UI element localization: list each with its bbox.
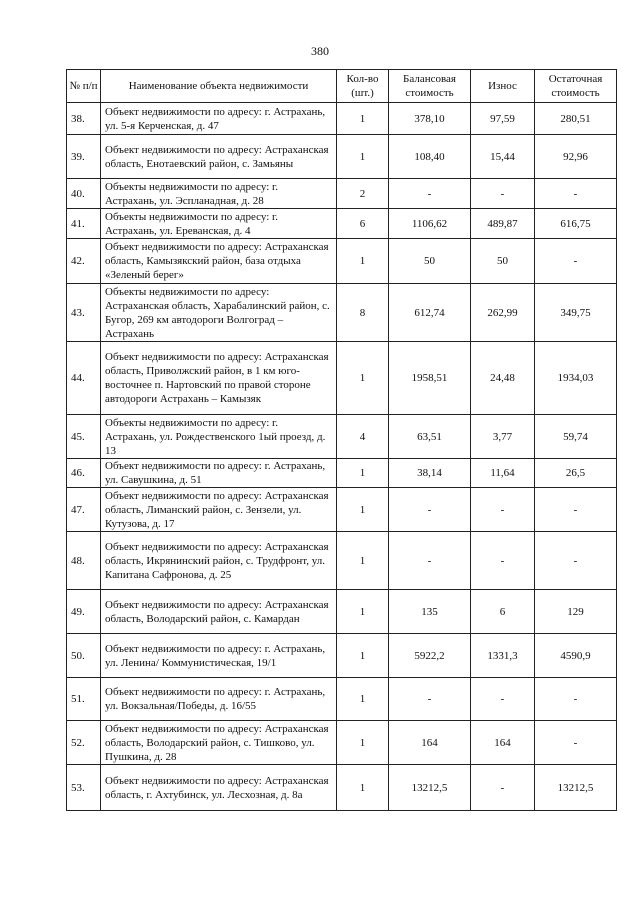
row-number: 40. [67, 179, 101, 209]
object-name: Объект недвижимости по адресу: Астраханская область, Лиманский район, с. Зензели, ул. Кутузова, д. 17 [101, 488, 337, 532]
header-balance: Балансовая стоимость [389, 70, 471, 103]
table-row [67, 634, 617, 678]
table-row [67, 209, 617, 239]
residual-value: 280,51 [535, 103, 617, 135]
balance-value: - [389, 678, 471, 721]
residual-value: 4590,9 [535, 634, 617, 678]
wear-value: 3,77 [471, 415, 535, 459]
object-name: Объекты недвижимости по адресу: г. Астрахань, ул. Эспланадная, д. 28 [101, 179, 337, 209]
object-name: Объекты недвижимости по адресу: Астраханская область, Харабалинский район, с. Бугор, 269 км автодороги Волгоград – Астрахань [101, 284, 337, 342]
balance-value: - [389, 488, 471, 532]
table-row [67, 179, 617, 209]
table-row [67, 678, 617, 721]
wear-value: 262,99 [471, 284, 535, 342]
balance-value: 135 [389, 590, 471, 634]
row-number: 39. [67, 135, 101, 179]
residual-value: 616,75 [535, 209, 617, 239]
residual-value: - [535, 532, 617, 590]
quantity: 4 [337, 415, 389, 459]
residual-value: 1934,03 [535, 342, 617, 415]
quantity: 1 [337, 590, 389, 634]
row-number: 51. [67, 678, 101, 721]
balance-value: 108,40 [389, 135, 471, 179]
quantity: 1 [337, 634, 389, 678]
row-number: 43. [67, 284, 101, 342]
row-number: 53. [67, 765, 101, 811]
wear-value: 15,44 [471, 135, 535, 179]
balance-value: 1958,51 [389, 342, 471, 415]
balance-value: 1106,62 [389, 209, 471, 239]
object-name: Объект недвижимости по адресу: г. Астрахань, ул. Савушкина, д. 51 [101, 459, 337, 488]
object-name: Объекты недвижимости по адресу: г. Астрахань, ул. Ереванская, д. 4 [101, 209, 337, 239]
balance-value: 612,74 [389, 284, 471, 342]
row-number: 50. [67, 634, 101, 678]
header-residual: Остаточная стоимость [535, 70, 617, 103]
object-name: Объект недвижимости по адресу: г. Астрахань, ул. Ленина/ Коммунистическая, 19/1 [101, 634, 337, 678]
table-row [67, 135, 617, 179]
row-number: 45. [67, 415, 101, 459]
table-row [67, 488, 617, 532]
wear-value: 24,48 [471, 342, 535, 415]
wear-value: 97,59 [471, 103, 535, 135]
table-row [67, 415, 617, 459]
object-name: Объект недвижимости по адресу: Астраханская область, Володарский район, с. Тишково, ул. Пушкина, д. 28 [101, 721, 337, 765]
header-name: Наименование объекта недвижимости [101, 70, 337, 103]
table-row [67, 459, 617, 488]
table-row [67, 532, 617, 590]
row-number: 46. [67, 459, 101, 488]
quantity: 1 [337, 678, 389, 721]
balance-value: 63,51 [389, 415, 471, 459]
balance-value: 378,10 [389, 103, 471, 135]
quantity: 1 [337, 459, 389, 488]
quantity: 1 [337, 721, 389, 765]
header-qty: Кол-во (шт.) [337, 70, 389, 103]
quantity: 1 [337, 765, 389, 811]
residual-value: - [535, 488, 617, 532]
quantity: 1 [337, 239, 389, 284]
table-row [67, 284, 617, 342]
wear-value: 1331,3 [471, 634, 535, 678]
table-row [67, 239, 617, 284]
table-row [67, 590, 617, 634]
balance-value: 164 [389, 721, 471, 765]
quantity: 1 [337, 135, 389, 179]
balance-value: 5922,2 [389, 634, 471, 678]
row-number: 41. [67, 209, 101, 239]
header-num: № п/п [67, 70, 101, 103]
object-name: Объект недвижимости по адресу: Астраханская область, Икрянинский район, с. Трудфронт, ул. Капитана Сафронова, д. 25 [101, 532, 337, 590]
balance-value: 13212,5 [389, 765, 471, 811]
wear-value: - [471, 678, 535, 721]
object-name: Объект недвижимости по адресу: Астраханская область, Камызякский район, база отдыха «Зеленый берег» [101, 239, 337, 284]
wear-value: - [471, 179, 535, 209]
wear-value: 164 [471, 721, 535, 765]
object-name: Объект недвижимости по адресу: г. Астрахань, ул. 5-я Керченская, д. 47 [101, 103, 337, 135]
row-number: 52. [67, 721, 101, 765]
table-header-row [67, 70, 617, 103]
residual-value: 26,5 [535, 459, 617, 488]
wear-value: - [471, 488, 535, 532]
header-wear: Износ [471, 70, 535, 103]
balance-value: - [389, 532, 471, 590]
row-number: 38. [67, 103, 101, 135]
row-number: 42. [67, 239, 101, 284]
residual-value: - [535, 678, 617, 721]
row-number: 47. [67, 488, 101, 532]
row-number: 44. [67, 342, 101, 415]
quantity: 1 [337, 342, 389, 415]
table-row [67, 103, 617, 135]
object-name: Объект недвижимости по адресу: Астраханская область, Приволжский район, в 1 км юго-восточнее п. Нартовский по правой стороне автодороги Астрахань – Камызяк [101, 342, 337, 415]
residual-value: 13212,5 [535, 765, 617, 811]
residual-value: - [535, 239, 617, 284]
quantity: 8 [337, 284, 389, 342]
row-number: 48. [67, 532, 101, 590]
page-number: 380 [311, 44, 329, 58]
object-name: Объект недвижимости по адресу: г. Астрахань, ул. Вокзальная/Победы, д. 16/55 [101, 678, 337, 721]
table-row [67, 342, 617, 415]
object-name: Объект недвижимости по адресу: Астраханская область, Енотаевский район, с. Замьяны [101, 135, 337, 179]
object-name: Объекты недвижимости по адресу: г. Астрахань, ул. Рождественского 1ый проезд, д. 13 [101, 415, 337, 459]
quantity: 6 [337, 209, 389, 239]
balance-value: 38,14 [389, 459, 471, 488]
residual-value: 349,75 [535, 284, 617, 342]
object-name: Объект недвижимости по адресу: Астраханская область, г. Ахтубинск, ул. Лесхозная, д. 8а [101, 765, 337, 811]
residual-value: 59,74 [535, 415, 617, 459]
quantity: 1 [337, 532, 389, 590]
wear-value: 489,87 [471, 209, 535, 239]
quantity: 1 [337, 488, 389, 532]
residual-value: 92,96 [535, 135, 617, 179]
wear-value: 6 [471, 590, 535, 634]
residual-value: - [535, 179, 617, 209]
table-row [67, 765, 617, 811]
residual-value: - [535, 721, 617, 765]
quantity: 1 [337, 103, 389, 135]
quantity: 2 [337, 179, 389, 209]
object-name: Объект недвижимости по адресу: Астраханская область, Володарский район, с. Камардан [101, 590, 337, 634]
balance-value: 50 [389, 239, 471, 284]
wear-value: - [471, 765, 535, 811]
wear-value: 50 [471, 239, 535, 284]
wear-value: - [471, 532, 535, 590]
table-row [67, 721, 617, 765]
residual-value: 129 [535, 590, 617, 634]
row-number: 49. [67, 590, 101, 634]
wear-value: 11,64 [471, 459, 535, 488]
balance-value: - [389, 179, 471, 209]
property-table [66, 69, 617, 811]
